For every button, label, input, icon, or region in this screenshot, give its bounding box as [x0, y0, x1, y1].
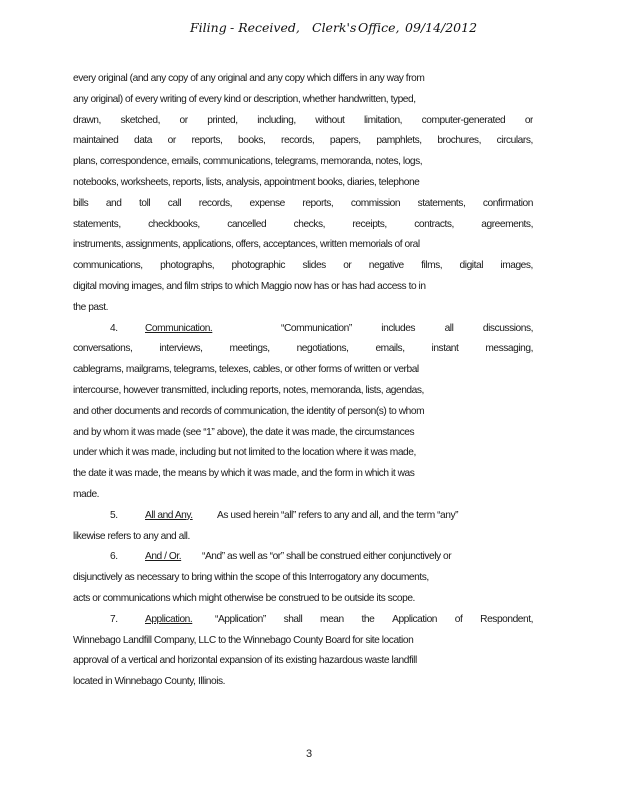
word: drawn,: [73, 114, 101, 126]
paragraph-number: 7.: [110, 613, 118, 625]
word: photographic: [231, 260, 286, 272]
defined-term: And / Or.: [145, 551, 182, 563]
word: checks,: [293, 218, 325, 230]
text-line: instruments, assignments, applications, offers, acceptances, written memorials of oral: [73, 239, 420, 251]
word: instant: [431, 343, 459, 355]
word: Application: [392, 613, 437, 625]
word: records,: [198, 197, 232, 209]
word: reports,: [302, 197, 334, 209]
text-line: the past.: [73, 301, 109, 313]
paragraph-number: 6.: [110, 551, 118, 563]
text-line: plans, correspondence, emails, communications, telegrams, memoranda, notes, logs,: [73, 156, 423, 168]
word: negotiations,: [296, 343, 349, 355]
paragraph-rest: [215, 610, 533, 631]
page-number: 3: [305, 748, 313, 760]
word: cancelled: [227, 218, 267, 230]
text-line: cablegrams, mailgrams, telegrams, telexes, cables, or other forms of written or verbal: [73, 364, 419, 376]
defined-term: Communication.: [145, 322, 213, 334]
text-line: likewise refers to any and all.: [73, 530, 190, 542]
paragraph-5-heading: [73, 506, 533, 527]
text-line: intercourse, however transmitted, including reports, notes, memoranda, lists, agendas,: [73, 384, 424, 396]
word: sketched,: [120, 114, 160, 126]
word: books,: [238, 135, 266, 147]
word: including,: [257, 114, 296, 126]
word: photographs,: [160, 260, 215, 272]
word: brochures,: [437, 135, 481, 147]
word: call: [167, 197, 182, 209]
paragraph-number: 5.: [110, 509, 118, 521]
word: bills: [73, 197, 89, 209]
word: negative: [368, 260, 404, 272]
word: expense: [249, 197, 285, 209]
word: mean: [320, 613, 344, 625]
paragraph-rest: [245, 319, 533, 340]
paragraph-7-heading: [73, 610, 533, 631]
word: or: [524, 114, 533, 126]
word: and: [105, 197, 122, 209]
word: receipts,: [352, 218, 387, 230]
word: all: [444, 322, 454, 334]
word: the: [361, 613, 375, 625]
word: Respondent,: [480, 613, 533, 625]
word: commission: [350, 197, 401, 209]
header-office: Office,: [358, 20, 400, 35]
word: emails,: [375, 343, 405, 355]
word: pamphlets,: [376, 135, 422, 147]
word: “Communication”: [281, 322, 352, 334]
word: includes: [381, 322, 416, 334]
word: statements,: [417, 197, 466, 209]
text-line: [73, 256, 533, 277]
paragraph-4-heading: [73, 319, 533, 340]
text-line: and by whom it was made (see “1” above), the date it was made, the circumstances: [73, 426, 415, 438]
word: toll: [139, 197, 151, 209]
word: conversations,: [73, 343, 133, 355]
paragraph-6-heading: [73, 547, 533, 568]
paragraph-number: 4.: [110, 322, 118, 334]
text-line: [73, 131, 533, 152]
word: images,: [500, 260, 533, 272]
text-line: under which it was made, including but not limited to the location where it was made,: [73, 447, 416, 459]
paragraph-rest: As used herein “all” refers to any and all, and the term “any”: [217, 509, 459, 521]
word: or: [167, 135, 176, 147]
word: papers,: [329, 135, 361, 147]
word: without: [315, 114, 345, 126]
text-line: and other documents and records of communication, the identity of person(s) to whom: [73, 405, 425, 417]
header-filing: Filing: [190, 20, 227, 35]
text-line: any original) of every writing of every kind or description, whether handwritten, typed,: [73, 93, 416, 105]
text-line: approval of a vertical and horizontal expansion of its existing hazardous waste landfill: [73, 655, 417, 667]
word: checkbooks,: [148, 218, 200, 230]
text-line: every original (and any copy of any original and any copy which differs in any way from: [73, 73, 425, 84]
text-line: notebooks, worksheets, reports, lists, analysis, appointment books, diaries, telephone: [73, 176, 420, 188]
text-line: located in Winnebago County, Illinois.: [73, 676, 226, 688]
word: contracts,: [414, 218, 454, 230]
text-line: the date it was made, the means by which it was made, and the form in which it was: [73, 468, 415, 480]
word: agreements,: [481, 218, 533, 230]
text-line: acts or communications which might otherwise be construed to be outside its scope.: [73, 592, 415, 604]
defined-term: All and Any.: [145, 509, 193, 521]
word: printed,: [207, 114, 238, 126]
word: confirmation: [482, 197, 533, 209]
word: computer-generated: [421, 114, 506, 126]
text-line: disjunctively as necessary to bring within the scope of this Interrogatory any documents,: [73, 572, 429, 584]
word: circulars,: [496, 135, 533, 147]
word: slides: [302, 260, 326, 272]
word: digital: [459, 260, 484, 272]
defined-term: Application.: [145, 613, 193, 625]
word: data: [133, 135, 153, 147]
text-line: Winnebago Landfill Company, LLC to the Winnebago County Board for site location: [73, 634, 414, 646]
document-body: [73, 69, 533, 693]
word: communications,: [73, 260, 143, 272]
text-line: made.: [73, 488, 100, 500]
word: or: [179, 114, 188, 126]
word: messaging,: [485, 343, 533, 355]
word: discussions,: [482, 322, 533, 334]
word: maintained: [73, 135, 119, 147]
word: of: [454, 613, 463, 625]
word: records,: [281, 135, 315, 147]
text-line: [73, 339, 533, 360]
text-line: [73, 111, 533, 132]
text-line: [73, 194, 533, 215]
paragraph-rest: “And” as well as “or” shall be construed either conjunctively or: [202, 551, 452, 563]
word: or: [343, 260, 352, 272]
word: “Application”: [215, 613, 266, 625]
word: limitation,: [363, 114, 403, 126]
header-date: 09/14/2012: [405, 20, 478, 35]
header-received: - Received,: [230, 20, 300, 35]
word: meetings,: [229, 343, 270, 355]
text-line: [73, 215, 533, 236]
word: films,: [421, 260, 443, 272]
word: shall: [283, 613, 303, 625]
word: interviews,: [159, 343, 203, 355]
text-line: digital moving images, and film strips to which Maggio now has or has had access to in: [73, 280, 426, 292]
word: statements,: [73, 218, 121, 230]
header-clerks: Clerk's: [312, 20, 357, 35]
word: reports,: [191, 135, 223, 147]
filing-stamp-header: [0, 20, 618, 38]
